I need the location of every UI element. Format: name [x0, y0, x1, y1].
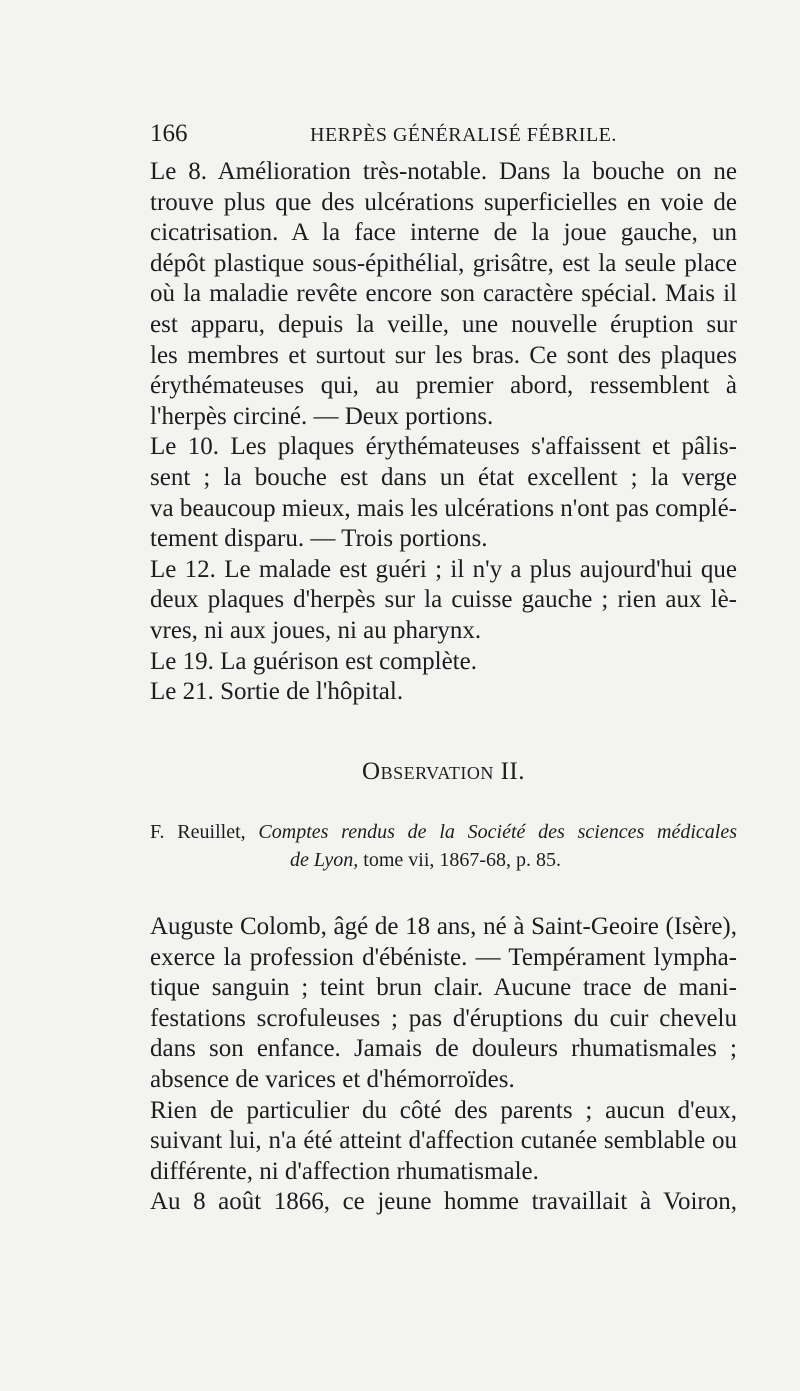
text-line: dépôt plastique sous-épithélial, grisâtre, est la seule place [150, 249, 737, 277]
text-line: suivant lui, n'a été atteint d'affection cutanée semblable ou [150, 1127, 737, 1155]
text-line: tique sanguin ; teint brun clair. Aucune trace de mani- [150, 974, 737, 1002]
text-line: l'herpès circiné. — Deux portions. [150, 402, 494, 430]
text-line: est apparu, depuis la veille, une nouvelle éruption sur [150, 310, 737, 338]
text-line: Le 10. Les plaques érythémateuses s'affaissent et pâlis- [150, 433, 737, 461]
text-line: cicatrisation. A la face interne de la joue gauche, un [150, 219, 737, 247]
citation-author: F. Reuillet, [150, 821, 246, 843]
citation-journal-city: de Lyon, [290, 849, 359, 871]
citation-journal: Comptes rendus de la Société des sciences médicales [258, 821, 738, 843]
text-line: exerce la profession d'ébéniste. — Tempérament lympha- [150, 943, 737, 971]
page-number: 166 [150, 120, 188, 147]
observation-heading: Observation II. [362, 758, 525, 785]
citation-details: tome vii, 1867-68, p. 85. [363, 849, 562, 871]
text-line: où la maladie revête encore son caractère spécial. Mais il [150, 280, 737, 308]
text-line: sent ; la bouche est dans un état excellent ; la verge [150, 463, 737, 491]
text-line: deux plaques d'herpès sur la cuisse gauche ; rien aux lè- [150, 586, 737, 614]
text-line: Le 19. La guérison est complète. [150, 647, 477, 675]
text-line: Le 21. Sortie de l'hôpital. [150, 678, 404, 706]
text-line: les membres et surtout sur les bras. Ce sont des plaques [150, 341, 737, 369]
text-line: festations scrofuleuses ; pas d'éruptions du cuir chevelu [150, 1004, 737, 1032]
text-line: différente, ni d'affection rhumatismale. [150, 1157, 539, 1185]
running-title: HERPÈS GÉNÉRALISÉ FÉBRILE. [310, 124, 617, 146]
text-line: Au 8 août 1866, ce jeune homme travaillait à Voiron, [150, 1188, 737, 1216]
text-line: Le 8. Amélioration très-notable. Dans la bouche on ne [150, 158, 737, 185]
text-line: Rien de particulier du côté des parents ; aucun d'eux, [150, 1096, 737, 1124]
text-line: tement disparu. — Trois portions. [150, 525, 488, 553]
text-line: absence de varices et d'hémorroïdes. [150, 1065, 515, 1093]
case-notes [150, 157, 737, 708]
page-header [150, 120, 710, 156]
text-line: vres, ni aux joues, ni au pharynx. [150, 616, 482, 644]
text-line: trouve plus que des ulcérations superficielles en voie de [150, 188, 737, 216]
text-line: Le 12. Le malade est guéri ; il n'y a plus aujourd'hui que [150, 555, 737, 583]
text-line: Auguste Colomb, âgé de 18 ans, né à Saint-Geoire (Isère), [150, 913, 737, 940]
text-line: érythémateuses qui, au premier abord, ressemblent à [150, 372, 737, 400]
case-history [150, 912, 737, 1218]
text-line: va beaucoup mieux, mais les ulcérations n'ont pas complé- [150, 494, 737, 522]
citation [150, 818, 737, 874]
text-line: dans son enfance. Jamais de douleurs rhumatismales ; [150, 1035, 737, 1063]
